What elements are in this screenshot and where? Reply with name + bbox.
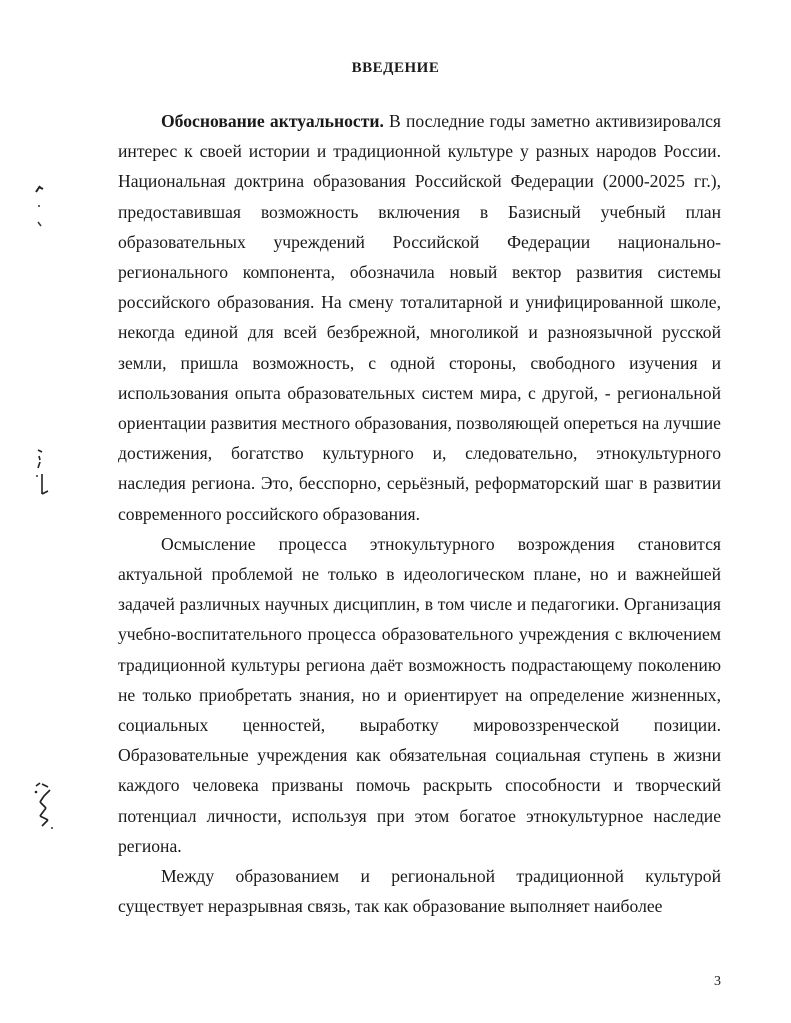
paragraph-3: Между образованием и региональной традиционной культурой существует неразрывная связь, так как образование выполняет наиболее [118, 866, 721, 917]
paragraph-lead: Обоснование актуальности. [161, 111, 384, 131]
paragraph-1-text: В последние годы заметно активизировался интерес к своей истории и традиционной культуре у разных народов России. Национальная доктрина образования Российской Федерации (2000-2025 гг.), предоставившая возможность включения в Базисный учебный план образовательных учреждений Российской Федерации национально-регионального компонента, обозначила новый вектор развития системы российского образования. На смену тоталитарной и унифицированной школе, некогда единой для всей безбрежной, многоликой и разноязычной русской земли, пришла возможность, с одной стороны, свободного изучения и использования опыта образовательных систем мира, с другой, - региональной ориентации развития местного образования, позволяющей опереться на лучшие достижения, богатство культурного и, следовательно, этнокультурного наследия региона. Это, бесспорно, серьёзный, реформаторский шаг в развитии современного российского образования. [118, 111, 721, 524]
scan-artifact-bottom [30, 778, 64, 836]
scan-artifact-middle [30, 446, 60, 502]
page-title: ВВЕДЕНИЕ [351, 60, 440, 76]
paragraph-1 [118, 106, 721, 529]
body-text [118, 106, 721, 921]
page-number: 3 [714, 974, 721, 989]
paragraph-2: Осмысление процесса этнокультурного возрождения становится актуальной проблемой не только в идеологическом плане, но и важнейшей задачей различных научных дисциплин, в том числе и педагогики. Организация учебно-воспитательного процесса образовательного учреждения с включением традиционной культуры региона даёт возможность подрастающему поколению не только приобретать знания, но и ориентирует на определение жизненных, социальных ценностей, выработку мировоззренческой позиции. Образовательные учреждения как обязательная социальная ступень в жизни каждого человека призваны помочь раскрыть способности и творческий потенциал личности, используя при этом богатое этнокультурное наследие региона. [118, 533, 721, 856]
scan-artifact-top [30, 182, 52, 232]
